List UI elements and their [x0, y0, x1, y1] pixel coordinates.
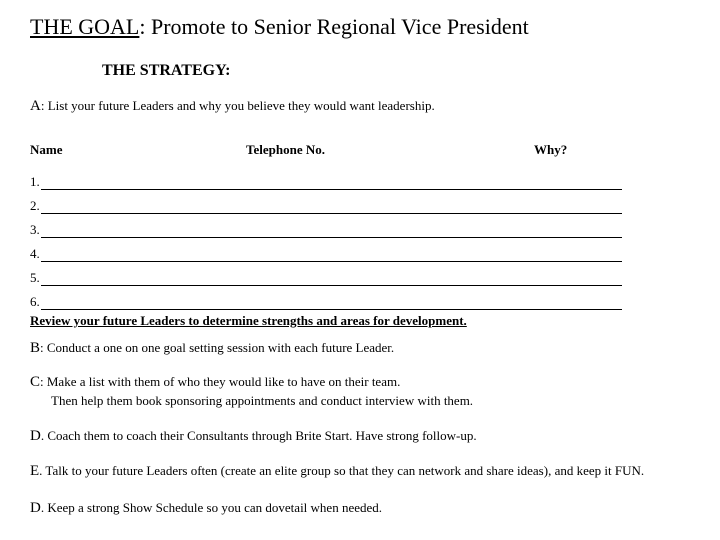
step-b-text: : Conduct a one on one goal setting session with each future Leader. [40, 340, 395, 355]
step-a-letter: A [30, 98, 41, 114]
step-b [30, 340, 394, 357]
column-header-name: Name [30, 142, 63, 157]
step-b-letter: B [30, 340, 41, 356]
step-d-schedule-letter: D [30, 500, 41, 516]
strategy-heading: THE STRATEGY: [102, 62, 231, 79]
step-e-text: . Talk to your future Leaders often (create an elite group so that they can network and share ideas), and keep it FUN. [39, 463, 645, 478]
leader-line-number: 5. [30, 270, 40, 285]
page-title [30, 14, 529, 40]
step-d-coach [30, 428, 477, 445]
column-header-telephone: Telephone No. [246, 142, 325, 157]
step-c-text: : Make a list with them of who they would like to have on their team. [40, 374, 401, 389]
leader-line-number: 6. [30, 294, 40, 309]
step-d-coach-letter: D [30, 428, 41, 444]
step-e [30, 463, 644, 480]
leader-line [30, 246, 622, 262]
step-d-coach-text: . Coach them to coach their Consultants through Brite Start. Have strong follow-up. [40, 428, 477, 443]
blank-line [41, 249, 622, 262]
column-header-why: Why? [534, 142, 568, 157]
leader-line [30, 198, 622, 214]
step-c [30, 374, 400, 391]
step-a-text: : List your future Leaders and why you believe they would want leadership. [40, 98, 435, 113]
blank-line [41, 201, 622, 214]
leader-line [30, 294, 622, 310]
blank-line [41, 273, 622, 286]
blank-line [41, 225, 622, 238]
leader-line-number: 3. [30, 222, 40, 237]
leader-line-number: 1. [30, 174, 40, 189]
step-d-schedule-text: . Keep a strong Show Schedule so you can dovetail when needed. [40, 500, 383, 515]
blank-line [41, 297, 622, 310]
leader-line [30, 222, 622, 238]
step-c-continuation: Then help them book sponsoring appointments and conduct interview with them. [51, 393, 474, 408]
leader-line [30, 270, 622, 286]
step-a [30, 98, 435, 115]
leader-line [30, 174, 622, 190]
step-d-schedule [30, 500, 382, 517]
review-instruction: Review your future Leaders to determine strengths and areas for development. [30, 313, 467, 328]
step-c-letter: C [30, 374, 41, 390]
step-e-letter: E [30, 463, 40, 479]
goal-label: THE GOAL [30, 14, 140, 39]
blank-line [41, 177, 622, 190]
leader-line-number: 4. [30, 246, 40, 261]
goal-text: : Promote to Senior Regional Vice President [139, 14, 529, 39]
leader-line-number: 2. [30, 198, 40, 213]
